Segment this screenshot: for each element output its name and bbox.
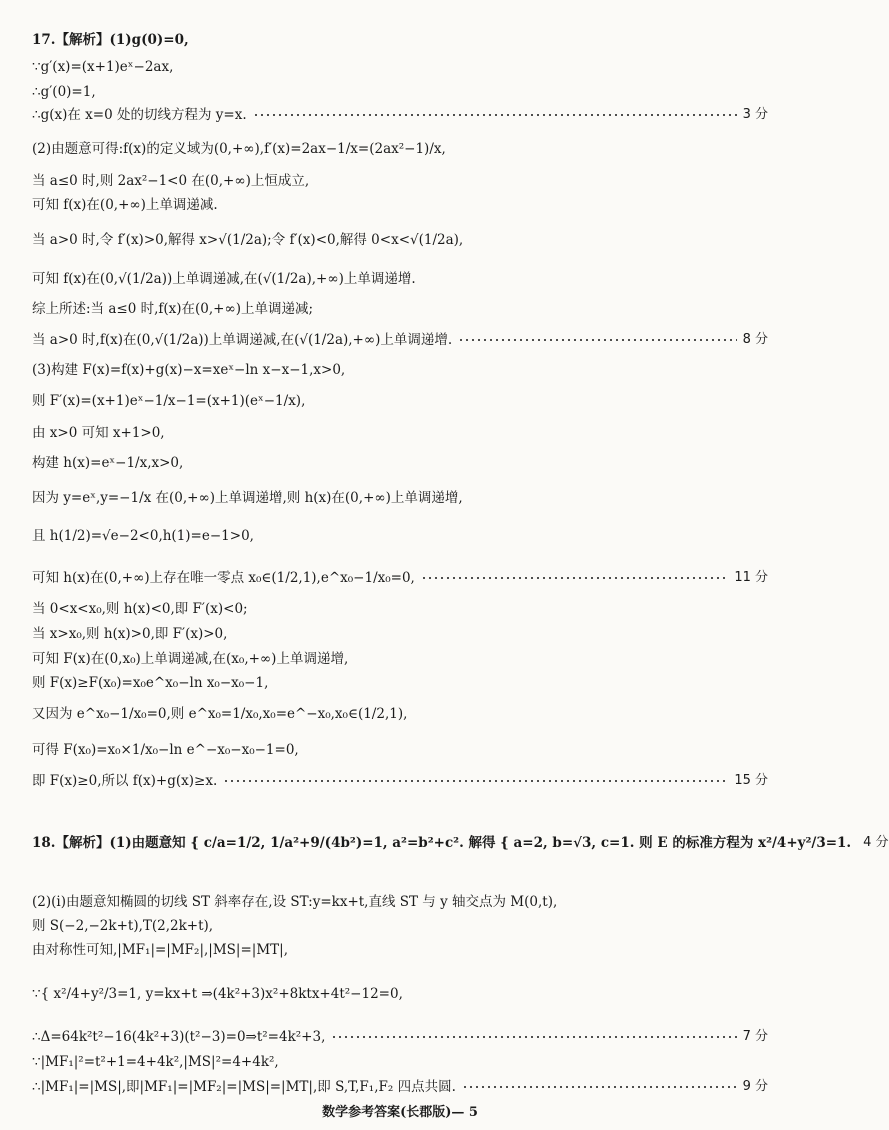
q17-line-5: (2)由题意可得:f(x)的定义域为(0,+∞),f′(x)=2ax−1/x=(2ax²−1)/x, [32, 141, 446, 157]
q18-line-8: ∴|MF₁|=|MS|,即|MF₁|=|MF₂|=|MS|=|MT|,即 S,T,F₁,F₂ 四点共圆. 9 分 [32, 1079, 768, 1095]
q18-heading: 18.【解析】(1)由题意知 { c/a=1/2, 1/a²+9/(4b²)=1, a²=b²+c². 解得 { a=2, b=√3, c=1. 则 E 的标准方程为 x²/4+y²/3=1. [32, 835, 852, 851]
q17-line-11: 当 a>0 时,f(x)在(0,√(1/2a))上单调递减,在(√(1/2a),+∞)上单调递增. 8 分 [32, 332, 768, 348]
q17-heading: 17.【解析】(1)g(0)=0, [32, 32, 189, 48]
q17-line-18: 可知 h(x)在(0,+∞)上存在唯一零点 x₀∈(1/2,1),e^x₀−1/x₀=0, 11 分 [32, 570, 768, 586]
q18-line-4: 由对称性可知,|MF₁|=|MF₂|,|MS|=|MT|, [32, 942, 288, 958]
q17-line-6: 当 a≤0 时,则 2ax²−1<0 在(0,+∞)上恒成立, [32, 173, 310, 189]
q17-line-23: 又因为 e^x₀−1/x₀=0,则 e^x₀=1/x₀,x₀=e^−x₀,x₀∈(1/2,1), [32, 706, 408, 722]
q17-line-12: (3)构建 F(x)=f(x)+g(x)−x=xeˣ−ln x−x−1,x>0, [32, 362, 346, 378]
leader-dots [253, 114, 737, 116]
leader-dots [223, 780, 728, 782]
q17-line-9: 可知 f(x)在(0,√(1/2a))上单调递减,在(√(1/2a),+∞)上单调递增. [32, 271, 416, 287]
q17-line-24: 可得 F(x₀)=x₀×1/x₀−ln e^−x₀−x₀−1=0, [32, 742, 299, 758]
q17-line-3: ∴g′(0)=1, [32, 84, 96, 100]
q17-line-13: 则 F′(x)=(x+1)eˣ−1/x−1=(x+1)(eˣ−1/x), [32, 393, 306, 409]
q17-line-10: 综上所述:当 a≤0 时,f(x)在(0,+∞)上单调递减; [32, 301, 314, 317]
q18-line-5: ∵{ x²/4+y²/3=1, y=kx+t ⇒(4k²+3)x²+8ktx+4t²−12=0, [32, 986, 403, 1002]
leader-dots [462, 1086, 737, 1088]
q17-line-8: 当 a>0 时,令 f′(x)>0,解得 x>√(1/2a);令 f′(x)<0,解得 0<x<√(1/2a), [32, 232, 464, 248]
q18-line-1 [32, 834, 889, 852]
q17-line-20: 当 x>x₀,则 h(x)>0,即 F′(x)>0, [32, 626, 228, 642]
q17-line-7: 可知 f(x)在(0,+∞)上单调递减. [32, 197, 218, 213]
q18-line-6: ∴Δ=64k²t²−16(4k²+3)(t²−3)=0⇒t²=4k²+3, 7 分 [32, 1029, 768, 1045]
q18-line-3: 则 S(−2,−2k+t),T(2,2k+t), [32, 918, 214, 934]
score-label: 4 分 [863, 835, 889, 850]
score-label: 7 分 [742, 1029, 768, 1044]
q18-line-7: ∵|MF₁|²=t²+1=4+4k²,|MS|²=4+4k², [32, 1054, 279, 1070]
q17-line-19: 当 0<x<x₀,则 h(x)<0,即 F′(x)<0; [32, 601, 248, 617]
q17-line-21: 可知 F(x)在(0,x₀)上单调递减,在(x₀,+∞)上单调递增, [32, 651, 349, 667]
leader-dots [421, 577, 728, 579]
q17-line-14: 由 x>0 可知 x+1>0, [32, 425, 165, 441]
page-footer: 数学参考答案(长郡版)— 5 [322, 1105, 478, 1120]
q17-line-25: 即 F(x)≥0,所以 f(x)+g(x)≥x. 15 分 [32, 773, 768, 789]
q17-line-2: ∵g′(x)=(x+1)eˣ−2ax, [32, 59, 174, 75]
q17-line-15: 构建 h(x)=eˣ−1/x,x>0, [32, 455, 184, 471]
score-label: 8 分 [742, 332, 768, 347]
q17-line-17: 且 h(1/2)=√e−2<0,h(1)=e−1>0, [32, 528, 254, 544]
q17-line-4: ∴g(x)在 x=0 处的切线方程为 y=x. 3 分 [32, 107, 768, 123]
q18-line-2: (2)(ⅰ)由题意知椭圆的切线 ST 斜率存在,设 ST:y=kx+t,直线 ST 与 y 轴交点为 M(0,t), [32, 894, 558, 910]
q17-line-22: 则 F(x)≥F(x₀)=x₀e^x₀−ln x₀−x₀−1, [32, 675, 269, 691]
score-label: 3 分 [742, 107, 768, 122]
q17-line-16: 因为 y=eˣ,y=−1/x 在(0,+∞)上单调递增,则 h(x)在(0,+∞)上单调递增, [32, 490, 463, 506]
score-label: 9 分 [742, 1079, 768, 1094]
leader-dots [458, 339, 736, 341]
leader-dots [331, 1036, 736, 1038]
q17-line-1 [32, 31, 768, 49]
score-label: 15 分 [734, 773, 768, 788]
score-label: 11 分 [734, 570, 768, 585]
